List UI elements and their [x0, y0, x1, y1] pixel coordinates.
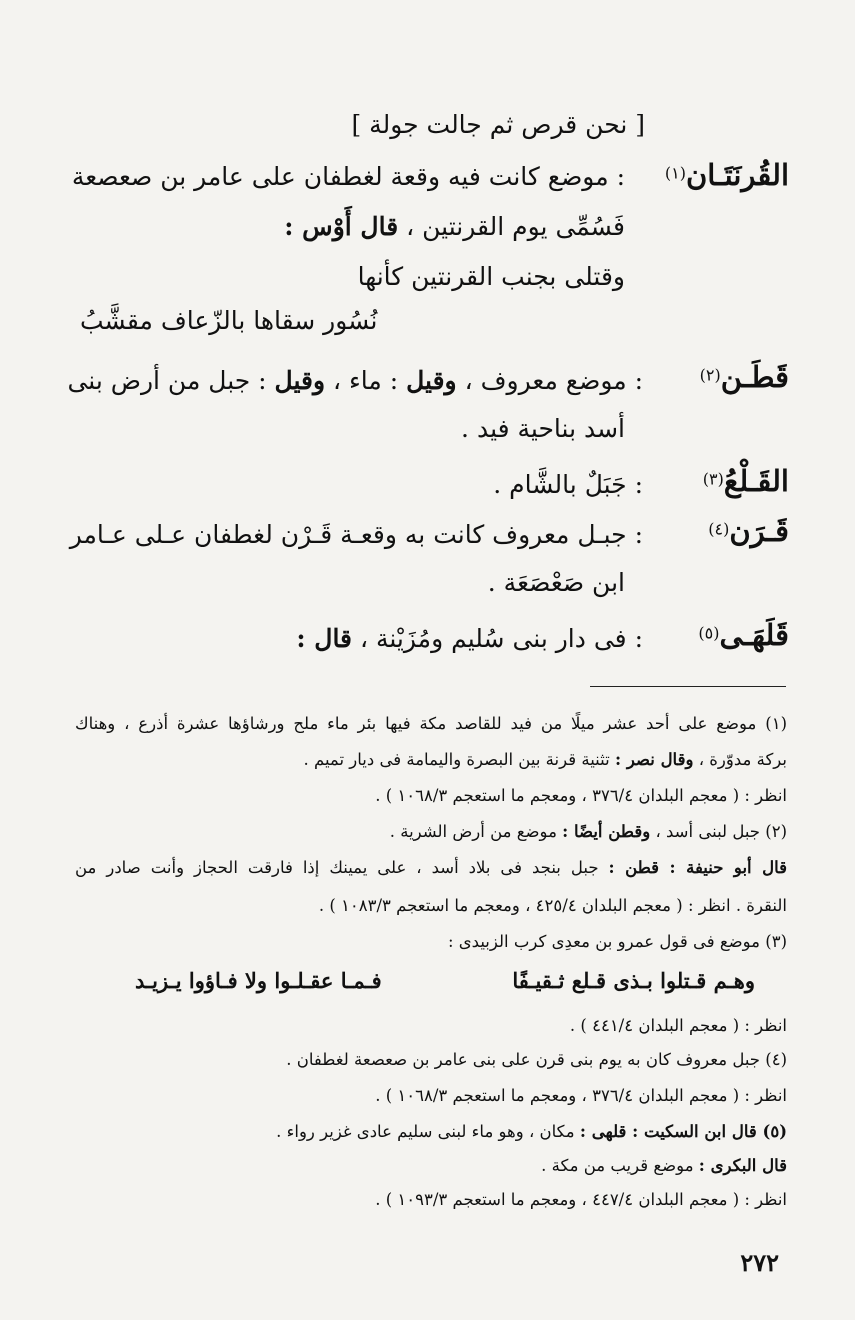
entry-text: أسد بناحية فيد . — [461, 414, 625, 443]
headword-qalaha: قَلَهَـى(٥) — [698, 618, 789, 652]
footnote-line: (٢) جبل لبنى أسد ، وقطن أيضًا : موضع من أرض الشرية . — [389, 822, 787, 841]
footnote-line: (٥) قال ابن السكيت : قلهى : مكان ، وهو ماء لبنى سليم عادى غزير رواء . — [276, 1122, 787, 1141]
footnote-line: انظر : ( معجم البلدان ٣٧٦/٤ ، ومعجم ما استعجم ١٠٦٨/٣ ) . — [375, 786, 787, 805]
headword-qurnatan: القُرنَتَـان(١) — [664, 158, 789, 192]
entry-text: : فى دار بنى سُليم ومُزَيْنة ، قال : — [296, 624, 643, 653]
footnote-line: قال أبو حنيفة : قطن : جبل بنجد فى بلاد أسد ، على يمينك إذا فارقت الحجاز وأنت صادر من — [75, 858, 787, 877]
footnote-line: قال البكرى : موضع قريب من مكة . — [541, 1156, 787, 1175]
footnote-line: (١) موضع على أحد عشر ميلًا من فيد للقاصد مكة فيها بئر ماء ملح ورشاؤها عشرة أذرع ، وهناك — [75, 714, 787, 733]
footnote-line: انظر : ( معجم البلدان ٤٤١/٤ ) . — [569, 1016, 787, 1035]
entry-text: : جبـل معروف كانت به وقعـة قَـرْن لغطفان عـلى عـامر — [69, 520, 643, 549]
entry-text: فَسُمِّى يوم القرنتين ، قال أَوْس : — [284, 212, 625, 241]
footnote-line: انظر : ( معجم البلدان ٤٤٧/٤ ، ومعجم ما استعجم ١٠٩٣/٣ ) . — [375, 1190, 787, 1209]
entry-text: ابن صَعْصَعَة . — [487, 568, 625, 597]
entry-text: : موضع معروف ، وقيل : ماء ، وقيل : جبل من أرض بنى — [67, 366, 643, 395]
footnote-line: النقرة . انظر : ( معجم البلدان ٤٢٥/٤ ، ومعجم ما استعجم ١٠٨٣/٣ ) . — [318, 896, 787, 915]
footnote-line: (٤) جبل معروف كان به يوم بنى قرن على بنى عامر بن صعصعة لغطفان . — [286, 1050, 787, 1069]
poem-line: نُسُور سقاها بالزّعاف مقشَّبُ — [80, 306, 378, 335]
footnote-verse-hemistich: وهـم قـتلوا بـذى قـلع ثـقيـفًا — [512, 968, 755, 993]
headword-qal: القَـلْعُ(٣) — [702, 464, 789, 498]
verse-fragment: [ نحن قرص ثم جالت جولة ] — [351, 110, 645, 139]
footnote-divider — [590, 686, 786, 687]
page-number: ٢٧٢ — [740, 1248, 779, 1277]
footnote-line: انظر : ( معجم البلدان ٣٧٦/٤ ، ومعجم ما استعجم ١٠٦٨/٣ ) . — [375, 1086, 787, 1105]
headword-qatan: قَطَـن(٢) — [699, 360, 789, 394]
entry-text: : موضع كانت فيه وقعة لغطفان على عامر بن صعصعة — [71, 162, 625, 191]
poem-line: وقتلى بجنب القرنتين كأنها — [357, 262, 625, 291]
headword-qarn: قَـرَن(٤) — [708, 514, 789, 548]
footnote-verse-hemistich: فـمـا عقـلـوا ولا فـاؤوا يـزيـد — [135, 968, 382, 993]
footnote-line: بركة مدوّرة ، وقال نصر : تثنية قرنة بين البصرة واليمامة فى ديار تميم . — [303, 750, 787, 769]
entry-text: : جَبَلٌ بالشَّام . — [493, 470, 643, 499]
footnote-line: (٣) موضع فى قول عمرو بن معدِى كرب الزبيدى : — [447, 932, 787, 951]
